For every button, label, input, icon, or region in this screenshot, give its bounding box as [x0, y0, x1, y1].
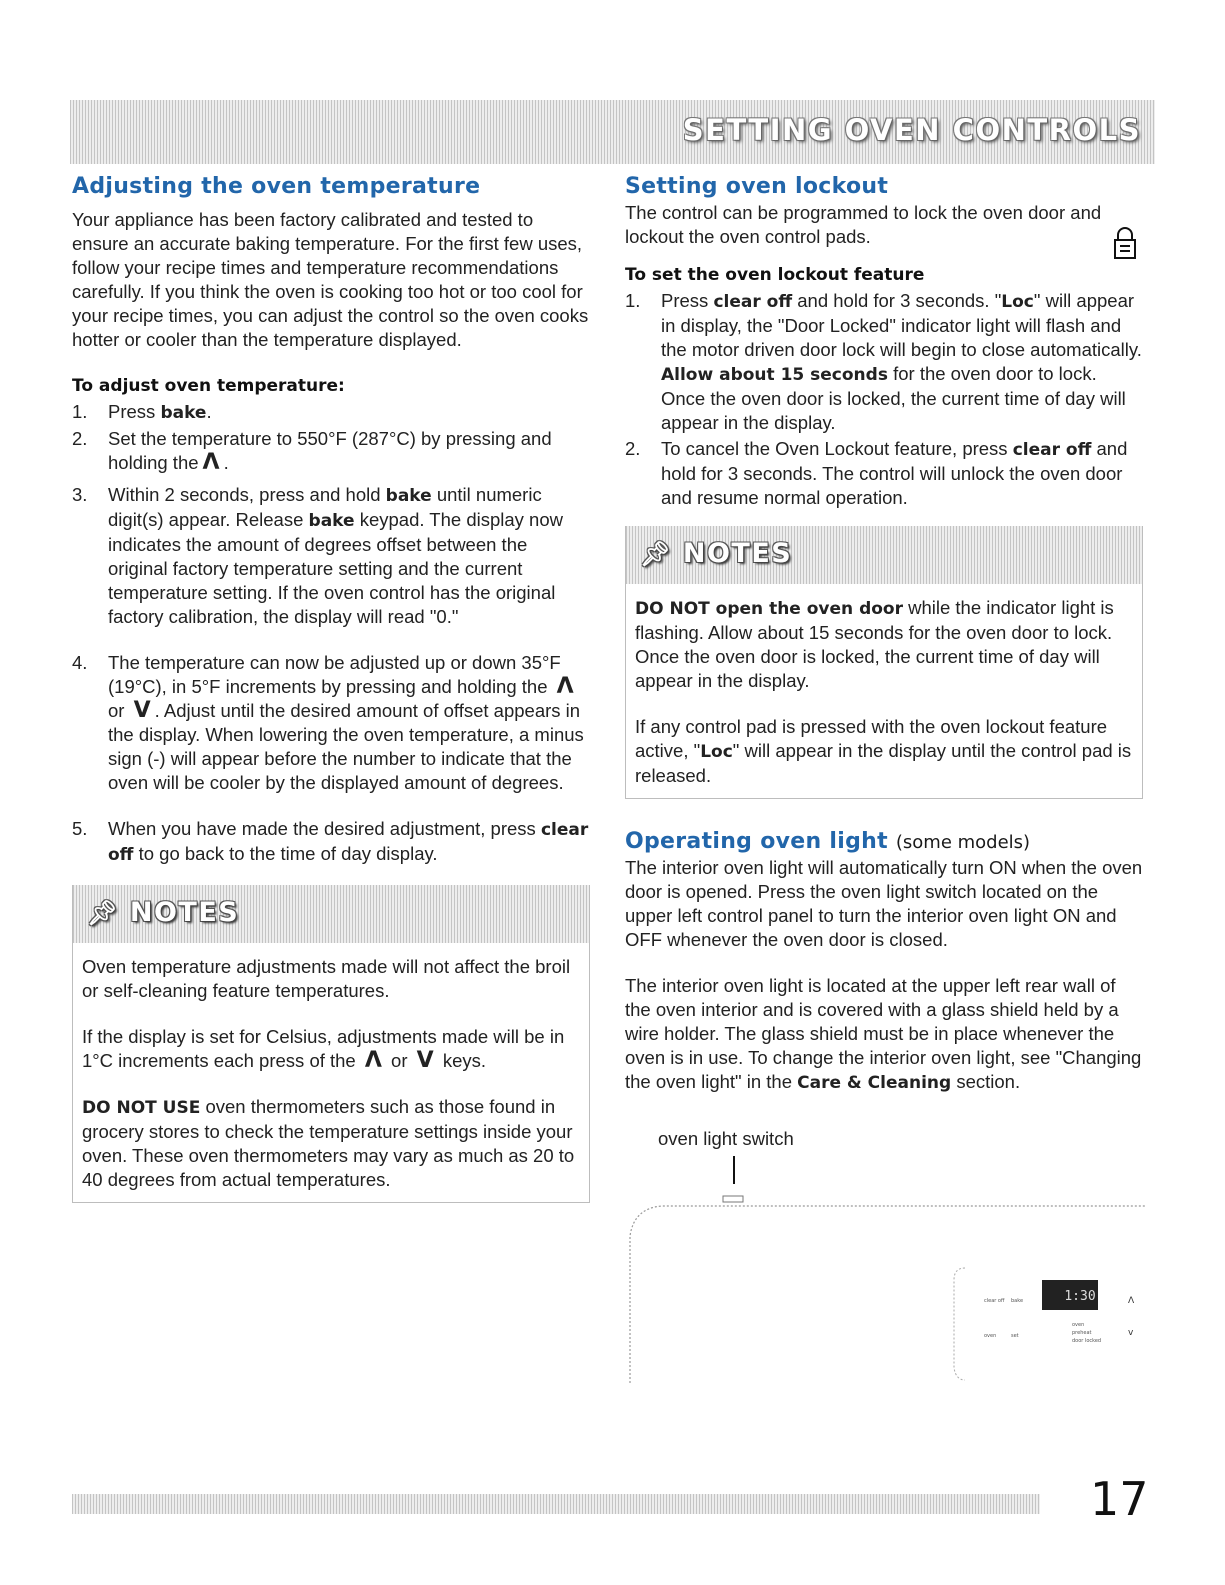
notes-text: " will appear in the display until the control pad is released.	[635, 740, 1132, 786]
notes-title	[87, 897, 239, 928]
indicator-label: preheat	[1072, 1330, 1092, 1336]
step-text: .	[223, 452, 229, 473]
adjust-subhead: To adjust oven temperature:	[72, 376, 345, 396]
step-text: for the oven door to lock. Once the oven door is locked, the current time of day will appear in the display.	[661, 363, 1126, 433]
step-text: to go back to the time of day display.	[133, 843, 438, 864]
notes-body	[73, 943, 589, 1202]
adjust-step-4	[72, 651, 592, 795]
loc-text: Loc	[700, 742, 733, 762]
page-number: 17	[1090, 1472, 1149, 1526]
notes-box-lockout	[625, 526, 1143, 799]
footer-band	[72, 1494, 1040, 1514]
notes-paragraph	[82, 1025, 581, 1073]
pushpin-icon: 📌︎	[87, 899, 119, 927]
down-arrow-icon: V	[416, 1048, 434, 1073]
step-text: " will appear in display, the "Door Locked" indicator light will flash and the motor driven door lock will begin to close automatically.	[661, 290, 1142, 360]
step-text: until numeric digit(s) appear. Release	[108, 484, 542, 530]
left-column	[72, 174, 592, 1203]
key-label: clear off	[984, 1298, 1005, 1304]
step-text: Press	[108, 401, 161, 422]
pushpin-icon: 📌︎	[640, 540, 672, 568]
up-arrow-icon: Λ	[364, 1048, 382, 1073]
oven-light-paragraph-2	[625, 974, 1145, 1095]
control-panel-diagram	[620, 1128, 1150, 1388]
key-clear-off: clear off	[108, 820, 589, 865]
step-text: When you have made the desired adjustment, press	[108, 818, 541, 839]
light-text: The interior oven light is located at the upper left rear wall of the oven interior and is covered with a glass shield held by a wire holder. The glass shield must be in place whenever the oven is in use. To change the interior oven light, see "Changing the oven light" in the	[625, 975, 1142, 1092]
step-text: .	[206, 401, 212, 422]
key-label: set	[1011, 1333, 1019, 1339]
key-bake: bake	[385, 486, 432, 506]
notes-text: keys.	[442, 1050, 486, 1071]
notes-text: oven thermometers such as those found in grocery stores to check the temperature settings inside your oven. These oven thermometers may vary as much as 20 to 40 degrees from actual temperatures.	[82, 1096, 575, 1190]
oven-light-subtitle: (some models)	[895, 832, 1031, 853]
notes-title-text: NOTES	[682, 538, 793, 569]
notes-paragraph: Oven temperature adjustments made will not affect the broil or self-cleaning feature temperatures.	[82, 956, 571, 1001]
up-arrow-icon: Λ	[1128, 1296, 1135, 1306]
step-number: 3.	[72, 484, 88, 505]
adjust-step-2	[72, 427, 592, 475]
display-time: 1:30	[1064, 1289, 1096, 1304]
page-title: SETTING OVEN CONTROLS	[682, 113, 1141, 147]
notes-paragraph	[635, 715, 1134, 788]
lockout-step-2	[625, 437, 1145, 510]
key-label: oven	[984, 1333, 997, 1339]
lockout-subhead: To set the oven lockout feature	[625, 265, 925, 285]
step-text: Set the temperature to 550°F (287°C) by pressing and holding the	[108, 428, 552, 473]
key-bake: bake	[160, 403, 207, 423]
indicator-label: oven	[1072, 1322, 1085, 1328]
notes-paragraph	[635, 596, 1134, 693]
oven-light-heading	[625, 829, 1145, 854]
adjust-temperature-heading: Adjusting the oven temperature	[72, 174, 481, 199]
care-cleaning-ref: Care & Cleaning	[797, 1073, 952, 1093]
adjust-intro: Your appliance has been factory calibrated and tested to ensure an accurate baking temperature. For the first few uses, follow your recipe times and temperature recommendations carefully. If you think the oven is cooking too hot or too cool for your recipe times, you can adjust the control so the oven cooks hotter or cooler than the temperature displayed.	[72, 209, 589, 350]
oven-light-title: Operating oven light	[625, 829, 888, 854]
indicator-label: door locked	[1072, 1338, 1102, 1344]
notes-body	[626, 584, 1142, 798]
step-text: and hold for 3 seconds. "	[792, 290, 1002, 311]
key-bake: bake	[308, 511, 355, 531]
step-number: 2.	[625, 438, 641, 459]
notes-box-temperature	[72, 885, 590, 1203]
or-text: or	[108, 700, 125, 721]
step-number: 5.	[72, 818, 88, 839]
down-arrow-icon: V	[133, 698, 151, 723]
lockout-intro: The control can be programmed to lock the oven door and lockout the oven control pads.	[625, 202, 1102, 247]
allow-15-seconds: Allow about 15 seconds	[661, 365, 888, 385]
notes-title	[640, 538, 792, 569]
light-text: section.	[951, 1071, 1021, 1092]
lockout-heading: Setting oven lockout	[625, 174, 889, 199]
step-text: Press	[661, 290, 714, 311]
do-not-open-warning: DO NOT open the oven door	[635, 599, 903, 619]
adjust-step-5	[72, 817, 592, 867]
step-text: Within 2 seconds, press and hold	[108, 484, 386, 505]
header-band	[70, 100, 1155, 164]
right-column	[625, 174, 1145, 1095]
step-number: 1.	[72, 401, 88, 422]
notes-header	[626, 526, 1142, 584]
step-number: 2.	[72, 428, 88, 449]
control-panel-drawing	[620, 1128, 1150, 1388]
notes-text: If any control pad is pressed with the oven lockout feature active, "	[635, 716, 1108, 761]
step-text: and hold for 3 seconds. The control will unlock the oven door and resume normal operation.	[661, 438, 1128, 508]
step-number: 4.	[72, 652, 88, 673]
down-arrow-icon: v	[1128, 1328, 1134, 1338]
oven-light-switch	[723, 1196, 743, 1202]
key-clear-off: clear off	[713, 292, 793, 312]
key-clear-off: clear off	[1012, 440, 1092, 460]
key-label: bake	[1011, 1298, 1024, 1304]
keypad-outline	[954, 1268, 965, 1380]
notes-text: If the display is set for Celsius, adjustments made will be in 1°C increments each press of the	[82, 1026, 565, 1071]
oven-light-paragraph-1: The interior oven light will automatically turn ON when the oven door is opened. Press the oven light switch located on the upper left control panel to turn the interior oven light ON and OFF whenever the oven door is closed.	[625, 857, 1143, 950]
adjust-step-3	[72, 483, 592, 629]
or-text: or	[391, 1050, 408, 1071]
notes-title-text: NOTES	[129, 897, 240, 928]
step-text: keypad. The display now indicates the amount of degrees offset between the original factory temperature setting and the current temperature setting. If the oven control has the original factory calibration, the display will read "0."	[108, 509, 563, 627]
step-text: . Adjust until the desired amount of offset appears in the display. When lowering the oven temperature, a minus sign (-) will appear before the number to indicate that the oven will be cooler by the displayed amount of degrees.	[108, 700, 584, 793]
step-text: To cancel the Oven Lockout feature, press	[661, 438, 1013, 459]
up-arrow-icon: Λ	[556, 674, 574, 699]
lock-icon	[1113, 226, 1137, 260]
notes-paragraph	[82, 1095, 581, 1192]
oven-light-switch-label: oven light switch	[658, 1128, 794, 1149]
do-not-use-warning: DO NOT USE	[82, 1098, 201, 1118]
lockout-step-1	[625, 289, 1145, 435]
adjust-step-1	[72, 400, 592, 425]
up-arrow-icon: Λ	[202, 450, 220, 475]
notes-header	[73, 885, 589, 943]
loc-text: Loc	[1001, 292, 1034, 312]
step-number: 1.	[625, 290, 641, 311]
step-text: The temperature can now be adjusted up or down 35°F (19°C), in 5°F increments by pressing and holding the	[108, 652, 561, 697]
notes-text: while the indicator light is flashing. Allow about 15 seconds for the oven door to lock. Once the oven door is locked, the current time of day will appear in the display.	[635, 597, 1114, 691]
